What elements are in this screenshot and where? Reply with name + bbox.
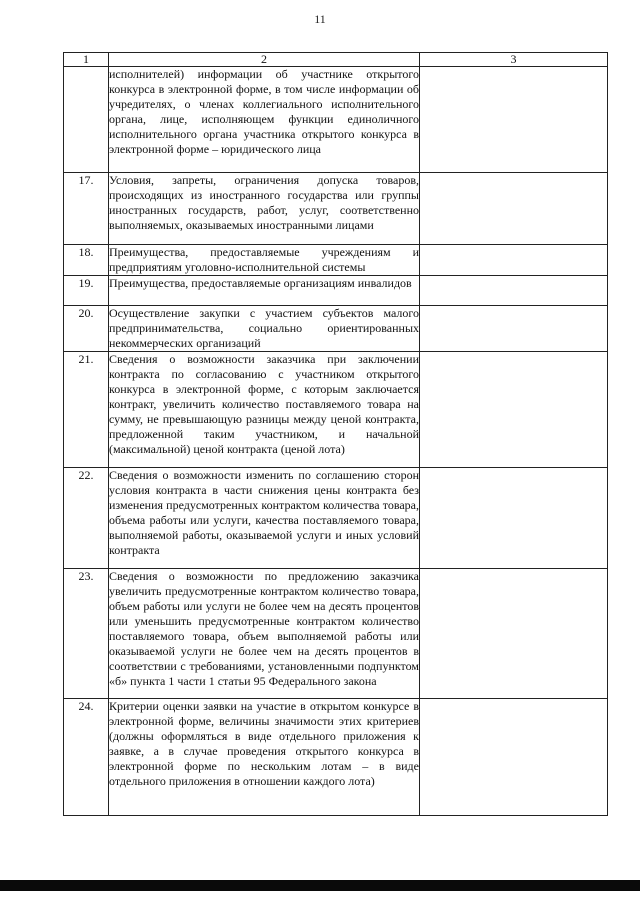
row-number: 22. <box>64 468 109 569</box>
row-text: Преимущества, предоставляемые учреждениям и предприятиям уголовно-исполнительной системы <box>109 245 419 274</box>
row-text: Преимущества, предоставляемые организациям инвалидов <box>109 276 420 306</box>
table-header-row <box>64 53 608 67</box>
row-answer-cell <box>420 173 608 245</box>
row-answer-cell <box>420 352 608 468</box>
row-text: исполнителей) информации об участнике открытого конкурса в электронной форме, в том числе информации об учредителях, о членах коллегиального исполнительного органа, лице, исполняющем функции единоличного исполнительного органа участника открытого конкурса в электронной форме – юридического лица <box>109 67 420 173</box>
row-answer-cell <box>420 468 608 569</box>
row-answer-cell <box>420 569 608 699</box>
row-text: Сведения о возможности заказчика при заключении контракта по согласованию с участником открытого конкурса в электронной форме, с которым заключается контракт, увеличить количество поставляемого товара на сумму, не превышающую разницы между ценой контракта, предложенной таким участником, и начальной (максимальной) ценой контракта (ценой лота) <box>109 352 420 468</box>
table-row-17 <box>64 173 608 245</box>
column-header-2: 2 <box>109 53 420 67</box>
page-number: 11 <box>314 12 326 26</box>
column-header-1: 1 <box>64 53 109 67</box>
row-number: 18. <box>64 245 109 276</box>
row-answer-cell <box>420 67 608 173</box>
table-row-23 <box>64 569 608 699</box>
row-answer-cell <box>420 245 608 276</box>
row-text: Сведения о возможности изменить по соглашению сторон условия контракта в части снижения цены контракта без изменения предусмотренных контрактом количества товара, объема работы или услуги, качества поставляемого товара, выполняемой работы, оказываемой услуги и иных условий контракта <box>109 468 420 569</box>
row-text: Сведения о возможности по предложению заказчика увеличить предусмотренные контрактом количество товара, объем работы или услуги не более чем на десять процентов или уменьшить предусмотренные контрактом количество поставляемого товара, объем выполняемой работы или оказываемой услуги не более чем на десять процентов в соответствии с требованиями, установленными подпунктом «б» пункта 1 части 1 статьи 95 Федерального закона <box>109 569 420 699</box>
row-number: 23. <box>64 569 109 699</box>
row-number: 20. <box>64 306 109 352</box>
row-answer-cell <box>420 276 608 306</box>
table-row-18 <box>64 245 608 276</box>
row-number: 21. <box>64 352 109 468</box>
row-number: 17. <box>64 173 109 245</box>
row-answer-cell <box>420 306 608 352</box>
row-text: Условия, запреты, ограничения допуска товаров, происходящих из иностранного государства или группы иностранных государств, работ, услуг, соответственно выполняемых, оказываемых иностранными лицами <box>109 173 420 245</box>
row-text: Осуществление закупки с участием субъектов малого предпринимательства, социально ориентированных некоммерческих организаций <box>109 306 419 350</box>
row-number <box>64 67 109 173</box>
table-row-19 <box>64 276 608 306</box>
scan-edge-bar <box>0 880 640 891</box>
table-row-21 <box>64 352 608 468</box>
table-row-20 <box>64 306 608 352</box>
row-text: Критерии оценки заявки на участие в открытом конкурсе в электронной форме, величины значимости этих критериев (должны оформляться в виде отдельного приложения к заявке, а в случае проведения открытого конкурса в электронной форме по нескольким лотам – в виде отдельного приложения в отношении каждого лота) <box>109 699 420 816</box>
row-answer-cell <box>420 699 608 816</box>
table-row-24 <box>64 699 608 816</box>
row-number: 24. <box>64 699 109 816</box>
row-number: 19. <box>64 276 109 306</box>
table-row-22 <box>64 468 608 569</box>
column-header-3: 3 <box>420 53 608 67</box>
table-row-continuation <box>64 67 608 173</box>
requirements-table <box>63 52 608 816</box>
